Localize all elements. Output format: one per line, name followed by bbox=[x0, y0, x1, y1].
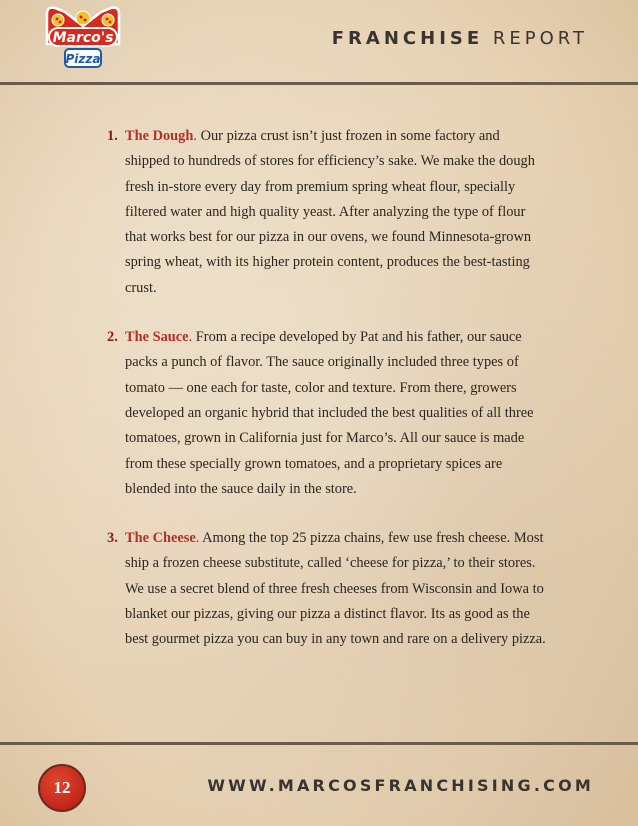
numbered-list bbox=[107, 124, 547, 677]
item-text: Among the top 25 pizza chains, few use fresh cheese. Most ship a frozen cheese substitute, called ‘cheese for pizza,’ to their stores. We use a secret blend of three fresh cheeses from Wisconsin and Iowa to blanket our pizzas, giving our pizza a distinct flavor. Its as good as the best gourmet pizza you can buy in any town and rare on a delivery pizza. bbox=[125, 530, 546, 648]
list-item bbox=[107, 325, 547, 502]
footer-divider bbox=[0, 742, 638, 745]
item-number: 1. bbox=[107, 128, 118, 144]
marcos-pizza-logo bbox=[43, 4, 123, 76]
report-title bbox=[332, 28, 588, 49]
item-title: The Sauce bbox=[125, 329, 189, 346]
list-item bbox=[107, 124, 547, 301]
page-number-badge bbox=[38, 764, 86, 812]
logo-brand-text: Marco's bbox=[52, 30, 114, 46]
item-number: 2. bbox=[107, 329, 118, 346]
footer-website-link[interactable]: WWW.MARCOSFRANCHISING.COM bbox=[207, 776, 594, 795]
report-title-bold: FRANCHISE bbox=[331, 28, 484, 49]
item-title-period: . bbox=[193, 128, 197, 144]
item-title-period: . bbox=[195, 530, 200, 547]
item-text: Our pizza crust isn’t just frozen in some factory and shipped to hundreds of stores for efficiency’s sake. We make the dough fresh in-store every day from premium spring wheat flour, specially filtered water and high quality yeast. After analyzing the type of flour that works best for our pizza in our ovens, we found Minnesota-grown spring wheat, with its higher protein content, produces the best-tasting crust. bbox=[125, 128, 535, 296]
item-title: The Cheese bbox=[125, 530, 196, 547]
item-number: 3. bbox=[107, 530, 118, 547]
logo-pizza-text: Pizza bbox=[65, 52, 101, 66]
item-title: The Dough bbox=[125, 128, 194, 144]
item-title-period: . bbox=[188, 329, 193, 346]
report-title-light: REPORT bbox=[492, 28, 588, 49]
header-divider bbox=[0, 82, 638, 85]
item-text: From a recipe developed by Pat and his father, our sauce packs a punch of flavor. The sauce originally included three types of tomato — one each for taste, color and texture. From there, growers developed an organic hybrid that included the best qualities of all three tomatoes, grown in California just for Marco’s. All our sauce is made from these specially grown tomatoes, and a proprietary spices are blended into the sauce daily in the store. bbox=[125, 329, 534, 497]
page-number: 12 bbox=[53, 778, 71, 797]
list-item bbox=[107, 526, 547, 652]
logo-graphic bbox=[43, 4, 123, 76]
